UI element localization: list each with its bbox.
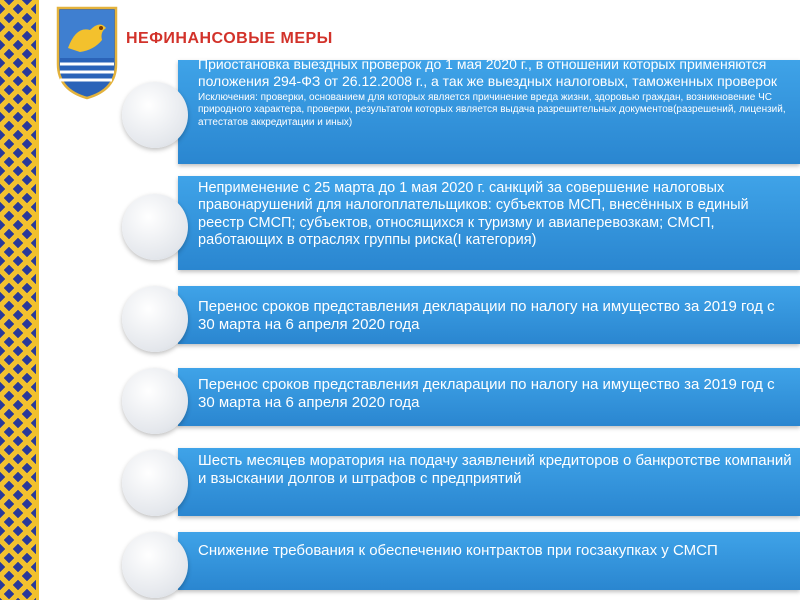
measure-text: Снижение требования к обеспечению контрактов при госзакупках у СМСП bbox=[198, 542, 718, 559]
measure-item-6 bbox=[122, 532, 800, 590]
measure-text: Шесть месяцев моратория на подачу заявлений кредиторов о банкротстве компаний и взыскании долгов и штрафов с предприятий bbox=[198, 452, 792, 487]
bullet-circle bbox=[122, 368, 188, 434]
ornament-edge-line bbox=[36, 0, 39, 600]
measure-text: Перенос сроков представления декларации по налогу на имущество за 2019 год с 30 марта на 6 апреля 2020 года bbox=[198, 298, 775, 333]
bullet-circle bbox=[122, 450, 188, 516]
decorative-ornament-border bbox=[0, 0, 36, 600]
measure-text: Приостановка выездных проверок до 1 мая 2020 г., в отношении которых применяются положения 294-ФЗ от 26.12.2008 г., а так же выездных налоговых, таможенных проверок bbox=[198, 56, 777, 89]
bullet-circle bbox=[122, 82, 188, 148]
bullet-circle bbox=[122, 194, 188, 260]
measure-bar bbox=[178, 532, 800, 590]
measure-item-1 bbox=[122, 56, 800, 164]
measure-text: Перенос сроков представления декларации по налогу на имущество за 2019 год с 30 марта на 6 апреля 2020 года bbox=[198, 376, 775, 411]
bullet-circle bbox=[122, 286, 188, 352]
measure-item-5 bbox=[122, 448, 800, 516]
page-title: НЕФИНАНСОВЫЕ МЕРЫ bbox=[126, 30, 333, 47]
bullet-circle bbox=[122, 532, 188, 598]
coat-of-arms-icon bbox=[56, 6, 118, 100]
measure-note: Исключения: проверки, основанием для которых является причинение вреда жизни, здоровью граждан, возникновение ЧС природного характера, проверки, результатом которых является выдача разрешительных документов(разрешений, лицензий, аттестатов аккредитации и иных) bbox=[198, 91, 786, 128]
measure-text: Неприменение с 25 марта до 1 мая 2020 г. санкций за совершение налоговых правонарушений для налогоплательщиков: субъектов МСП, внесённых в единый реестр СМСП; субъектов, относящихся к туризму и авиаперевозкам; СМСП, работающих в отраслях группы риска(I категория) bbox=[198, 180, 749, 249]
measure-item-3 bbox=[122, 286, 800, 344]
measure-item-4 bbox=[122, 368, 800, 426]
measure-item-2 bbox=[122, 176, 800, 270]
